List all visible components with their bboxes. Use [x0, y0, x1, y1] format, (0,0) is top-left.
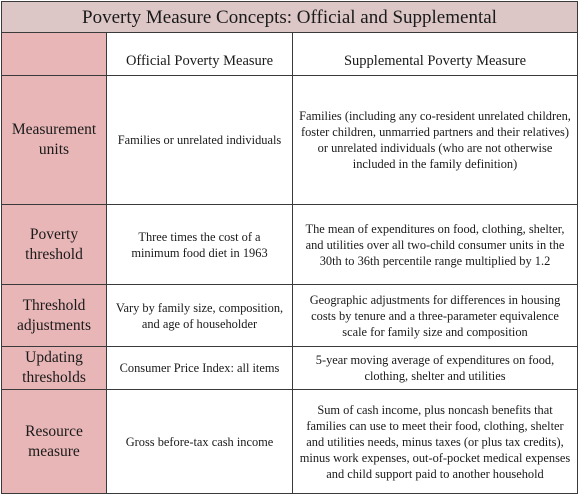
table-row [2, 76, 578, 205]
row-label: Measurement units [2, 76, 107, 205]
row-label: Poverty threshold [2, 205, 107, 285]
supplemental-cell: Geographic adjustments for differences in housing costs by tenure and a three-parameter equivalence scale for family size and composition [293, 285, 578, 347]
poverty-concepts-table [1, 1, 578, 494]
supplemental-measure-header: Supplemental Poverty Measure [293, 33, 578, 76]
table-row [2, 205, 578, 285]
official-cell: Families or unrelated individuals [107, 76, 293, 205]
official-cell: Consumer Price Index: all items [107, 347, 293, 390]
poverty-table-container [1, 1, 579, 494]
header-row [2, 33, 578, 76]
table-row [2, 347, 578, 390]
row-label: Resource measure [2, 390, 107, 494]
official-measure-header: Official Poverty Measure [107, 33, 293, 76]
official-cell: Three times the cost of a minimum food diet in 1963 [107, 205, 293, 285]
table-title: Poverty Measure Concepts: Official and Supplemental [2, 2, 578, 33]
row-label: Updating thresholds [2, 347, 107, 390]
table-row [2, 285, 578, 347]
row-label: Threshold adjustments [2, 285, 107, 347]
supplemental-cell: 5-year moving average of expenditures on food, clothing, shelter and utilities [293, 347, 578, 390]
official-cell: Gross before-tax cash income [107, 390, 293, 494]
title-row [2, 2, 578, 33]
supplemental-cell: Sum of cash income, plus noncash benefits that families can use to meet their food, clothing, shelter and utilities needs, minus taxes (or plus tax credits), minus work expenses, out-of-pocket medical expenses and child support paid to another household [293, 390, 578, 494]
corner-cell [2, 33, 107, 76]
official-cell: Vary by family size, composition, and age of householder [107, 285, 293, 347]
table-row [2, 390, 578, 494]
supplemental-cell: Families (including any co-resident unrelated children, foster children, unmarried partners and their relatives) or unrelated individuals (who are not otherwise included in the family definition) [293, 76, 578, 205]
supplemental-cell: The mean of expenditures on food, clothing, shelter, and utilities over all two-child consumer units in the 30th to 36th percentile range multiplied by 1.2 [293, 205, 578, 285]
